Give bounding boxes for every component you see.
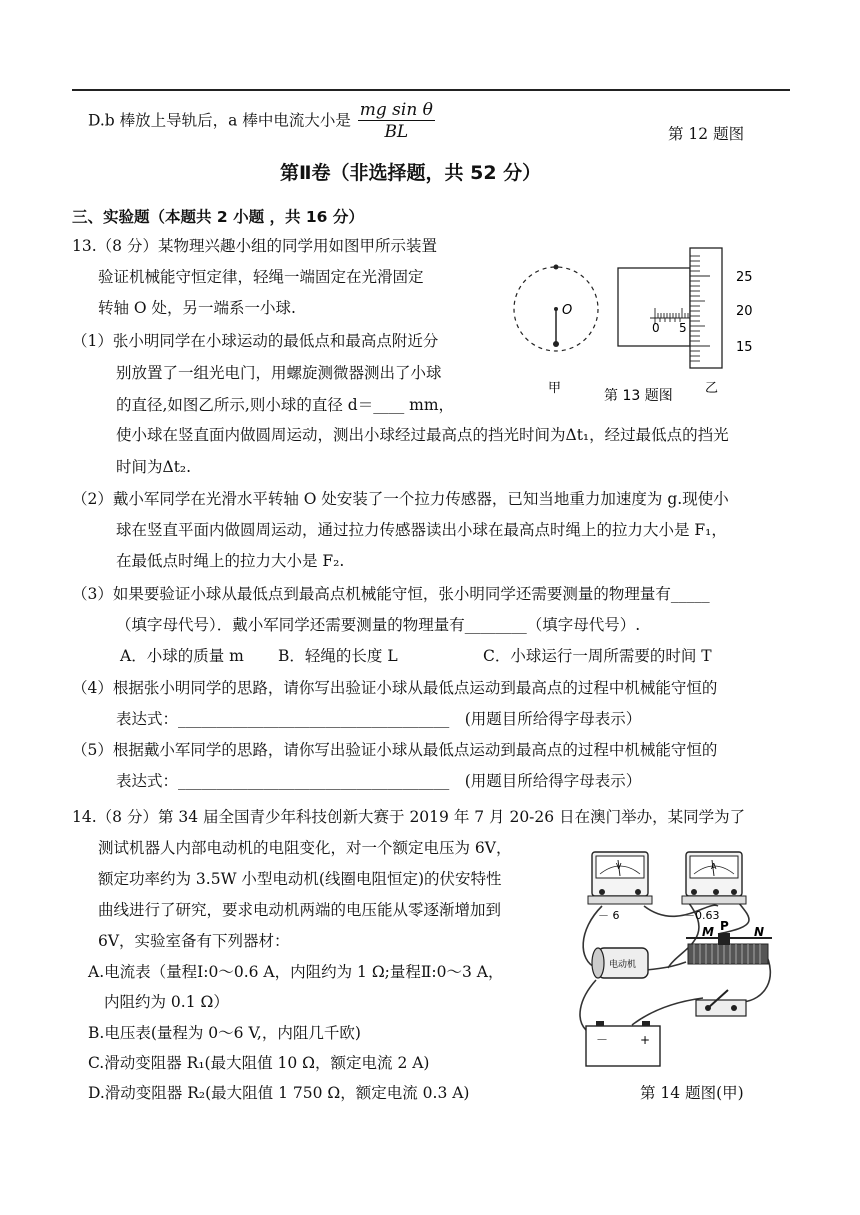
q13-p3-line: （3）如果要验证小球从最低点到最高点机械能守恒，张小明同学还需要测量的物理量有_____ bbox=[72, 585, 710, 603]
switch bbox=[696, 990, 746, 1016]
q12-fraction-denominator: BL bbox=[384, 122, 409, 142]
q12-option-d-text: D.b 棒放上导轨后，a 棒中电流大小是 bbox=[88, 111, 351, 130]
rheostat-label-m: M bbox=[702, 925, 714, 939]
sleeve-label: 5 bbox=[679, 321, 687, 335]
q14-equipment-item: D.滑动变阻器 R₂(最大阻值 1 750 Ω，额定电流 0.3 A) bbox=[88, 1084, 470, 1102]
q13-figure bbox=[500, 236, 790, 408]
q14-equipment-item: C.滑动变阻器 R₁(最大阻值 10 Ω，额定电流 2 A) bbox=[88, 1054, 430, 1072]
ammeter-terminals: －0.63 bbox=[684, 909, 720, 922]
q13-p2-line: 在最低点时绳上的拉力大小是 F₂. bbox=[116, 552, 345, 570]
ball bbox=[553, 341, 559, 347]
q13-p1-line: 时间为Δt₂. bbox=[116, 458, 192, 476]
q13-p1-line: 使小球在竖直面内做圆周运动，测出小球经过最高点的挡光时间为Δt₁，经过最低点的挡光 bbox=[116, 426, 729, 444]
q12-figure-caption: 第 12 题图 bbox=[668, 125, 745, 143]
q14-line: 曲线进行了研究，要求电动机两端的电压能从零逐渐增加到 bbox=[98, 901, 502, 919]
q13-intro-line: 13.（8 分）某物理兴趣小组的同学用如图甲所示装置 bbox=[72, 237, 437, 255]
q14-line: 6V，实验室备有下列器材： bbox=[98, 932, 290, 950]
q13-option-b: B．轻绳的长度 L bbox=[278, 647, 398, 665]
q14-equipment-item: 内阻约为 0.1 Ω） bbox=[104, 993, 229, 1011]
q12-option-d bbox=[88, 100, 435, 143]
q14-equipment-item: A.电流表（量程Ⅰ:0～0.6 A，内阻约为 1 Ω;量程Ⅱ:0～3 A， bbox=[88, 963, 504, 981]
motor bbox=[592, 948, 648, 978]
micrometer-diagram bbox=[604, 248, 753, 404]
q12-fraction-numerator: mg sin θ bbox=[359, 100, 433, 120]
motor-label: 电动机 bbox=[609, 960, 637, 970]
part2-title: 第Ⅱ卷（非选择题，共 52 分） bbox=[280, 162, 542, 184]
q13-p1-line: 的直径,如图乙所示,则小球的直径 d＝____ mm， bbox=[116, 396, 455, 414]
ammeter-symbol: A bbox=[711, 862, 717, 871]
q13-intro-line: 验证机械能守恒定律，轻绳一端固定在光滑固定 bbox=[98, 268, 424, 286]
q14-circuit-figure bbox=[568, 840, 790, 1072]
axis-point bbox=[554, 307, 558, 311]
q13-caption: 第 13 题图 bbox=[604, 388, 673, 404]
ammeter bbox=[682, 852, 746, 922]
q13-option-c: C．小球运行一周所需要的时间 T bbox=[483, 647, 712, 665]
q13-p5-line: （5）根据戴小军同学的思路，请你写出验证小球从最低点运动到最高点的过程中机械能守恒的 bbox=[72, 741, 718, 759]
thimble-label: 20 bbox=[736, 304, 753, 319]
wire bbox=[580, 980, 596, 1030]
top-rule bbox=[72, 89, 790, 91]
q12-fraction bbox=[358, 100, 435, 143]
rheostat-label-n: N bbox=[754, 925, 765, 939]
q13-intro-line: 转轴 O 处，另一端系一小球. bbox=[98, 299, 296, 317]
sleeve-label: 0 bbox=[652, 321, 660, 335]
label-jia: 甲 bbox=[548, 381, 562, 396]
q14-line: 14.（8 分）第 34 届全国青少年科技创新大赛于 2019 年 7 月 20-26 日在澳门举办，某同学为了 bbox=[72, 808, 746, 826]
thimble-label: 25 bbox=[736, 270, 753, 285]
q13-p1-line: 别放置了一组光电门，用螺旋测微器测出了小球 bbox=[116, 364, 442, 382]
wire bbox=[632, 998, 703, 1025]
q13-p2-line: 球在竖直平面内做圆周运动，通过拉力传感器读出小球在最高点时绳上的拉力大小是 F₁， bbox=[116, 521, 727, 539]
q14-equipment-item: B.电压表(量程为 0～6 V,，内阻几千欧) bbox=[88, 1024, 361, 1042]
voltmeter-symbol: V bbox=[616, 862, 622, 871]
q14-line: 测试机器人内部电动机的电阻变化，对一个额定电压为 6V， bbox=[98, 839, 512, 857]
battery-negative: － bbox=[596, 1033, 609, 1047]
q13-p3-line: （填字母代号）．戴小军同学还需要测量的物理量有________（填字母代号）. bbox=[116, 616, 641, 634]
pendulum-diagram bbox=[514, 265, 598, 397]
voltmeter-terminals: － 6 bbox=[598, 909, 620, 922]
q13-p5-line: 表达式：___________________________________ (用题目所给得字母表示） bbox=[116, 772, 642, 790]
q13-p1-line: （1）张小明同学在小球运动的最低点和最高点附近分 bbox=[72, 332, 439, 350]
rheostat-label-p: P bbox=[720, 919, 729, 933]
voltmeter bbox=[588, 852, 652, 922]
section3-heading: 三、实验题（本题共 2 小题 ，共 16 分） bbox=[72, 208, 364, 226]
top-point bbox=[554, 265, 559, 270]
battery-positive: + bbox=[640, 1033, 651, 1047]
q14-line: 额定功率约为 3.5W 小型电动机(线圈电阻恒定)的伏安特性 bbox=[98, 870, 502, 888]
q14-figure-caption: 第 14 题图(甲) bbox=[640, 1084, 744, 1102]
label-yi: 乙 bbox=[705, 381, 719, 396]
q13-p4-line: 表达式：___________________________________ (用题目所给得字母表示） bbox=[116, 710, 642, 728]
q13-p2-line: （2）戴小军同学在光滑水平转轴 O 处安装了一个拉力传感器，已知当地重力加速度为 g.现使小 bbox=[72, 490, 729, 508]
q13-option-a: A．小球的质量 m bbox=[120, 647, 244, 665]
axis-label-o: O bbox=[562, 303, 573, 318]
battery bbox=[586, 1021, 660, 1066]
thimble-label: 15 bbox=[736, 340, 753, 355]
wire bbox=[646, 962, 686, 970]
q13-p4-line: （4）根据张小明同学的思路，请你写出验证小球从最低点运动到最高点的过程中机械能守恒的 bbox=[72, 679, 718, 697]
